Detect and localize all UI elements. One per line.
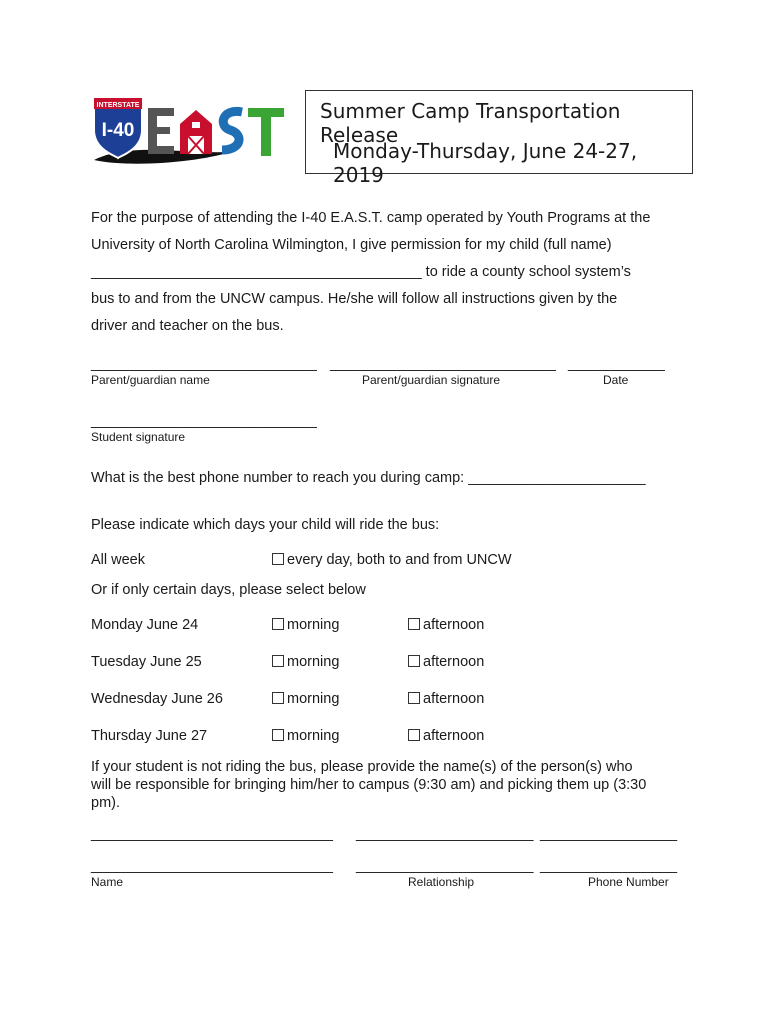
pickup-relationship-label: Relationship <box>408 875 475 889</box>
checkbox-tuesday-morning[interactable] <box>272 655 284 667</box>
checkbox-wednesday-afternoon[interactable] <box>408 692 420 704</box>
pickup-phone-label: Phone Number <box>588 875 669 889</box>
days-prompt: Please indicate which days your child will ride the bus: <box>91 517 440 533</box>
afternoon-text: afternoon <box>423 617 485 633</box>
day-label-monday: Monday June 24 <box>91 617 199 633</box>
all-week-label: All week <box>91 552 145 568</box>
afternoon-text: afternoon <box>423 728 485 744</box>
checkbox-thursday-afternoon[interactable] <box>408 729 420 741</box>
certain-days-text: Or if only certain days, please select below <box>91 582 366 598</box>
pickup-name-field-2[interactable]: ______________________________ <box>91 858 333 874</box>
day-label-tuesday: Tuesday June 25 <box>91 654 202 670</box>
i40-east-logo <box>90 92 290 168</box>
pickup-phone-field-1[interactable]: _________________ <box>540 826 678 842</box>
pickup-line-1: If your student is not riding the bus, please provide the name(s) of the person(s) who <box>91 759 633 775</box>
morning-text: morning <box>287 691 340 707</box>
pickup-paragraph <box>91 758 691 812</box>
day-label-thursday: Thursday June 27 <box>91 728 208 744</box>
logo-letter-t <box>248 108 284 156</box>
parent-signature-label: Parent/guardian signature <box>362 373 501 387</box>
title-line-1: Summer Camp Transportation Release <box>320 99 621 147</box>
phone-question[interactable]: What is the best phone number to reach you during camp: ______________________ <box>91 470 646 486</box>
parent-name-field[interactable]: ____________________________ <box>91 356 317 372</box>
checkbox-wednesday-morning[interactable] <box>272 692 284 704</box>
pickup-phone-field-2[interactable]: _________________ <box>540 858 678 874</box>
morning-text: morning <box>287 654 340 670</box>
date-field[interactable]: ____________ <box>568 356 665 372</box>
thursday-morning-option[interactable] <box>272 728 339 744</box>
intro-line-5: driver and teacher on the bus. <box>91 318 284 334</box>
logo-badge-top: INTERSTATE <box>96 102 140 109</box>
checkbox-monday-afternoon[interactable] <box>408 618 420 630</box>
all-week-option[interactable] <box>272 552 512 568</box>
title-line-2: Monday-Thursday, June 24-27, 2019 <box>333 139 638 187</box>
checkbox-thursday-morning[interactable] <box>272 729 284 741</box>
monday-afternoon-option[interactable] <box>408 617 484 633</box>
afternoon-text: afternoon <box>423 654 485 670</box>
intro-line-2: University of North Carolina Wilmington, I give permission for my child (full name) <box>91 237 612 253</box>
pickup-name-label: Name <box>91 875 124 889</box>
intro-line-3[interactable]: _________________________________________ to ride a county school system’s <box>91 264 631 280</box>
pickup-line-2: will be responsible for bringing him/her to campus (9:30 am) and picking them up (3:30 <box>91 777 647 793</box>
logo-letter-a-barn <box>180 110 212 154</box>
morning-text: morning <box>287 728 340 744</box>
monday-morning-option[interactable] <box>272 617 339 633</box>
pickup-line-3: pm). <box>91 795 120 811</box>
tuesday-afternoon-option[interactable] <box>408 654 484 670</box>
parent-signature-field[interactable]: ____________________________ <box>330 356 556 372</box>
checkbox-monday-morning[interactable] <box>272 618 284 630</box>
intro-line-4: bus to and from the UNCW campus. He/she will follow all instructions given by the <box>91 291 618 307</box>
logo-badge-main: I-40 <box>101 120 135 141</box>
logo-letter-e <box>148 108 174 154</box>
student-signature-field[interactable]: ____________________________ <box>91 413 317 429</box>
intro-paragraph <box>91 205 691 340</box>
pickup-name-field-1[interactable]: ______________________________ <box>91 826 333 842</box>
afternoon-text: afternoon <box>423 691 485 707</box>
title-box <box>305 90 693 187</box>
date-label: Date <box>603 373 629 387</box>
pickup-relationship-field-1[interactable]: ______________________ <box>356 826 534 842</box>
all-week-option-text: every day, both to and from UNCW <box>287 552 512 568</box>
thursday-afternoon-option[interactable] <box>408 728 484 744</box>
wednesday-morning-option[interactable] <box>272 691 339 707</box>
checkbox-tuesday-afternoon[interactable] <box>408 655 420 667</box>
student-signature-label: Student signature <box>91 430 186 444</box>
morning-text: morning <box>287 617 340 633</box>
checkbox-all-week[interactable] <box>272 553 284 565</box>
tuesday-morning-option[interactable] <box>272 654 339 670</box>
day-label-wednesday: Wednesday June 26 <box>91 691 223 707</box>
intro-line-1: For the purpose of attending the I-40 E.A.S.T. camp operated by Youth Programs at the <box>91 210 651 226</box>
parent-name-label: Parent/guardian name <box>91 373 210 387</box>
logo-letter-s <box>222 111 242 150</box>
pickup-relationship-field-2[interactable]: ______________________ <box>356 858 534 874</box>
wednesday-afternoon-option[interactable] <box>408 691 484 707</box>
